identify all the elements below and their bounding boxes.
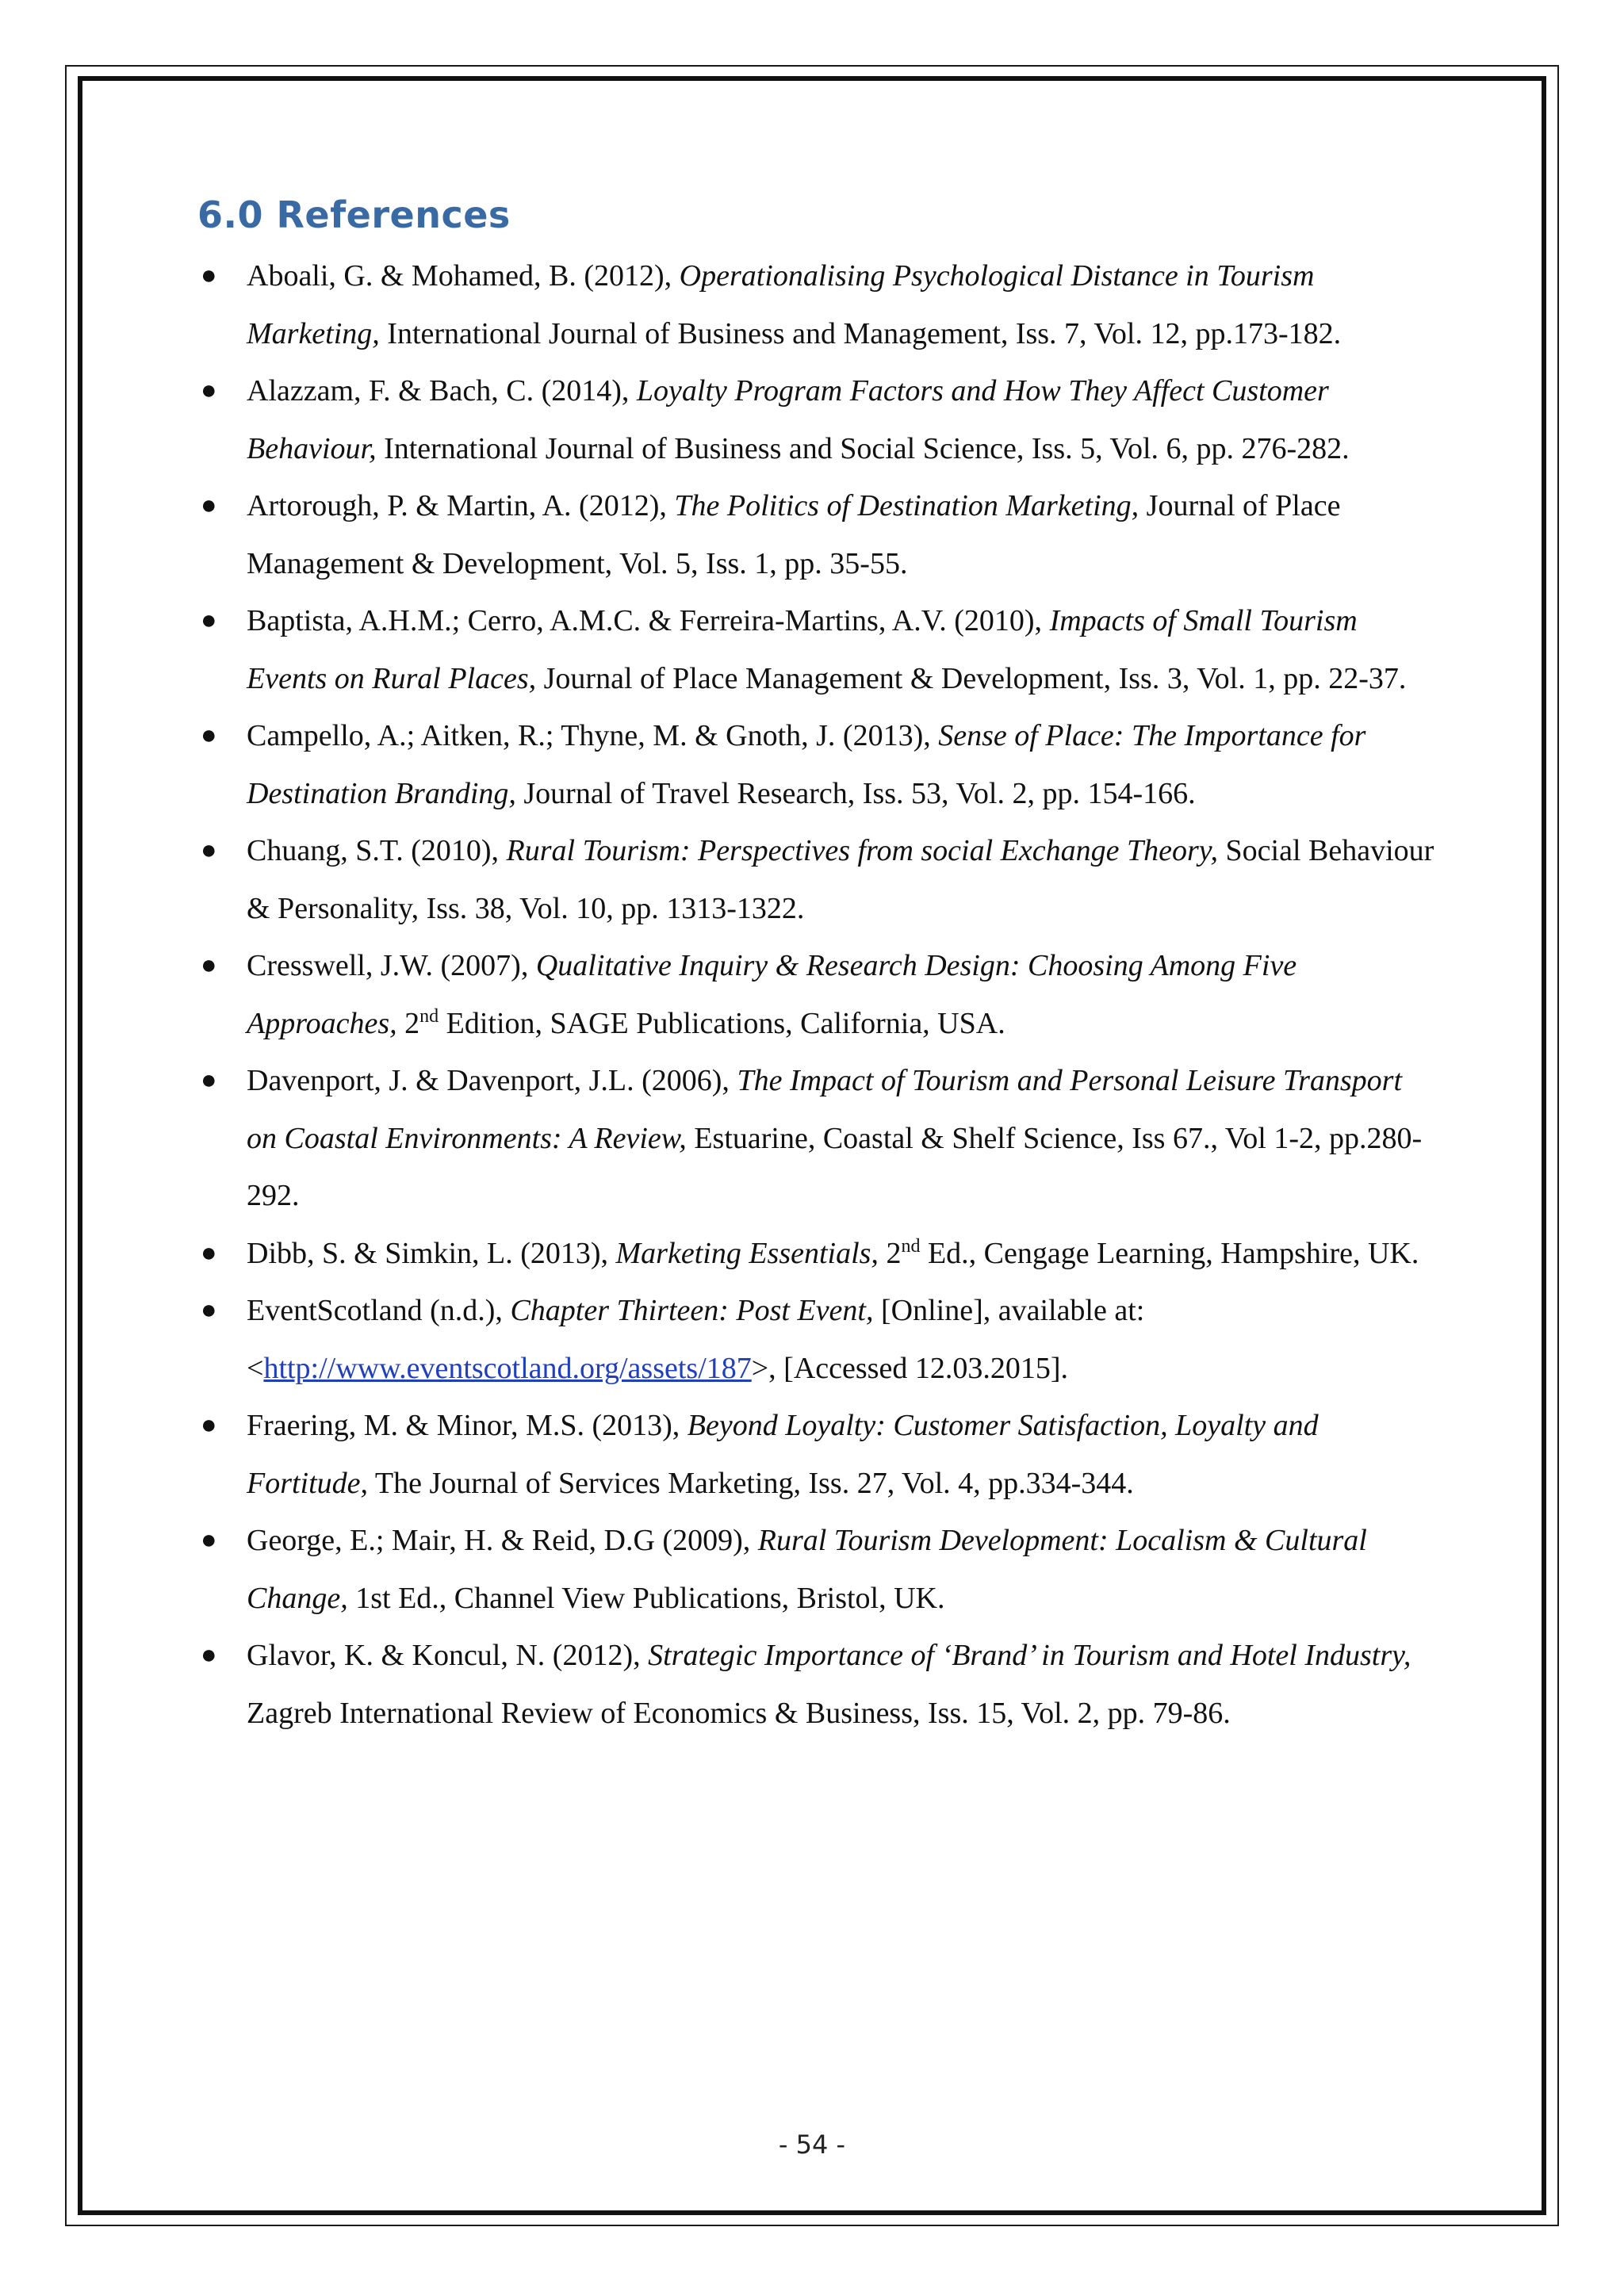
page-number: - 54 - bbox=[778, 2130, 846, 2160]
reference-source: Ed., Cengage Learning, Hampshire, UK. bbox=[920, 1236, 1419, 1270]
bullet-icon: ● bbox=[201, 1410, 217, 1440]
reference-item bbox=[197, 1627, 1434, 1742]
reference-title: The Impact of Tourism and Personal Leisure Transport on Coastal Environments: A Review, bbox=[247, 1064, 1402, 1155]
reference-item bbox=[197, 1052, 1434, 1225]
bullet-icon: ● bbox=[201, 491, 217, 520]
bullet-icon: ● bbox=[201, 1238, 217, 1268]
reference-item bbox=[197, 822, 1434, 937]
bullet-icon: ● bbox=[201, 951, 217, 980]
reference-source: International Journal of Business and Social Science, Iss. 5, Vol. 6, pp. 276-282. bbox=[376, 431, 1350, 465]
reference-authors: Aboali, G. & Mohamed, B. (2012), bbox=[247, 259, 680, 293]
bullet-icon: ● bbox=[201, 1295, 217, 1325]
reference-item bbox=[197, 477, 1434, 592]
reference-item bbox=[197, 1282, 1434, 1397]
reference-item bbox=[197, 247, 1434, 362]
reference-authors: Campello, A.; Aitken, R.; Thyne, M. & Gnoth, J. (2013), bbox=[247, 719, 939, 752]
reference-source: Edition, SAGE Publications, California, USA. bbox=[439, 1006, 1005, 1040]
reference-authors: Baptista, A.H.M.; Cerro, A.M.C. & Ferreira-Martins, A.V. (2010), bbox=[247, 604, 1050, 637]
reference-authors: Chuang, S.T. (2010), bbox=[247, 834, 507, 867]
reference-source: Zagreb International Review of Economics & Business, Iss. 15, Vol. 2, pp. 79-86. bbox=[247, 1696, 1231, 1730]
reference-authors: Alazzam, F. & Bach, C. (2014), bbox=[247, 374, 637, 408]
reference-authors: EventScotland (n.d.), bbox=[247, 1294, 511, 1327]
reference-authors: Artorough, P. & Martin, A. (2012), bbox=[247, 489, 675, 522]
bullet-icon: ● bbox=[201, 376, 217, 405]
reference-source: Social Behaviour & Personality, Iss. 38, Vol. 10, pp. 1313-1322. bbox=[247, 834, 1434, 925]
bullet-icon: ● bbox=[201, 261, 217, 290]
superscript: nd bbox=[901, 1235, 921, 1257]
bullet-icon: ● bbox=[201, 1525, 217, 1555]
reference-source: Journal of Place Management & Development, Iss. 3, Vol. 1, pp. 22-37. bbox=[536, 661, 1407, 695]
bullet-icon: ● bbox=[201, 1640, 217, 1670]
bullet-icon: ● bbox=[201, 721, 217, 750]
reference-item bbox=[197, 1512, 1434, 1627]
reference-item bbox=[197, 707, 1434, 822]
reference-list bbox=[197, 247, 1434, 1742]
reference-source: Journal of Travel Research, Iss. 53, Vol. 2, pp. 154-166. bbox=[515, 776, 1196, 810]
reference-authors: Fraering, M. & Minor, M.S. (2013), bbox=[247, 1409, 688, 1442]
reference-source: Estuarine, Coastal & Shelf Science, Iss 67., Vol 1-2, pp.280-292. bbox=[247, 1121, 1423, 1212]
reference-title: Loyalty Program Factors and How They Affect Customer Behaviour, bbox=[247, 374, 1329, 465]
reference-title: Qualitative Inquiry & Research Design: Choosing Among Five Approaches, bbox=[247, 949, 1297, 1040]
reference-authors: Davenport, J. & Davenport, J.L. (2006), bbox=[247, 1064, 737, 1097]
reference-title: Rural Tourism Development: Localism & Cultural Change, bbox=[247, 1524, 1367, 1615]
reference-edition: 2 bbox=[878, 1236, 902, 1270]
reference-source: [Online], available at: < bbox=[247, 1294, 1145, 1385]
bullet-icon: ● bbox=[201, 1066, 217, 1095]
reference-item bbox=[197, 362, 1434, 477]
bullet-icon: ● bbox=[201, 606, 217, 635]
reference-title: Marketing Essentials, bbox=[615, 1236, 879, 1270]
reference-link[interactable]: http://www.eventscotland.org/assets/187 bbox=[263, 1351, 752, 1385]
reference-authors: Glavor, K. & Koncul, N. (2012), bbox=[247, 1639, 649, 1672]
reference-edition: 2 bbox=[396, 1006, 420, 1040]
reference-source: The Journal of Services Marketing, Iss. 27, Vol. 4, pp.334-344. bbox=[368, 1466, 1134, 1500]
reference-title: Beyond Loyalty: Customer Satisfaction, Loyalty and Fortitude, bbox=[247, 1409, 1319, 1500]
bullet-icon: ● bbox=[201, 836, 217, 865]
reference-title: The Politics of Destination Marketing, bbox=[674, 489, 1139, 522]
reference-item bbox=[197, 937, 1434, 1052]
reference-title: Rural Tourism: Perspectives from social Exchange Theory, bbox=[506, 834, 1219, 867]
superscript: nd bbox=[419, 1005, 439, 1027]
reference-source: International Journal of Business and Management, Iss. 7, Vol. 12, pp.173-182. bbox=[379, 316, 1342, 350]
reference-source: Journal of Place Management & Development, Vol. 5, Iss. 1, pp. 35-55. bbox=[247, 489, 1341, 580]
reference-title: Sense of Place: The Importance for Destination Branding, bbox=[247, 719, 1366, 810]
reference-item bbox=[197, 592, 1434, 707]
reference-title: Operationalising Psychological Distance in Tourism Marketing, bbox=[247, 259, 1315, 350]
reference-title: Impacts of Small Tourism Events on Rural Places, bbox=[247, 604, 1358, 695]
reference-authors: George, E.; Mair, H. & Reid, D.G (2009), bbox=[247, 1524, 758, 1557]
reference-title: Strategic Importance of ‘Brand’ in Tourism and Hotel Industry, bbox=[648, 1639, 1411, 1672]
reference-title: Chapter Thirteen: Post Event, bbox=[510, 1294, 874, 1327]
section-heading: 6.0 References bbox=[197, 193, 511, 236]
reference-authors: Cresswell, J.W. (2007), bbox=[247, 949, 536, 982]
reference-source: 1st Ed., Channel View Publications, Bristol, UK. bbox=[347, 1581, 945, 1615]
reference-authors: Dibb, S. & Simkin, L. (2013), bbox=[247, 1236, 616, 1270]
reference-item bbox=[197, 1225, 1434, 1283]
reference-item bbox=[197, 1397, 1434, 1512]
reference-accessed: >, [Accessed 12.03.2015]. bbox=[751, 1351, 1068, 1385]
